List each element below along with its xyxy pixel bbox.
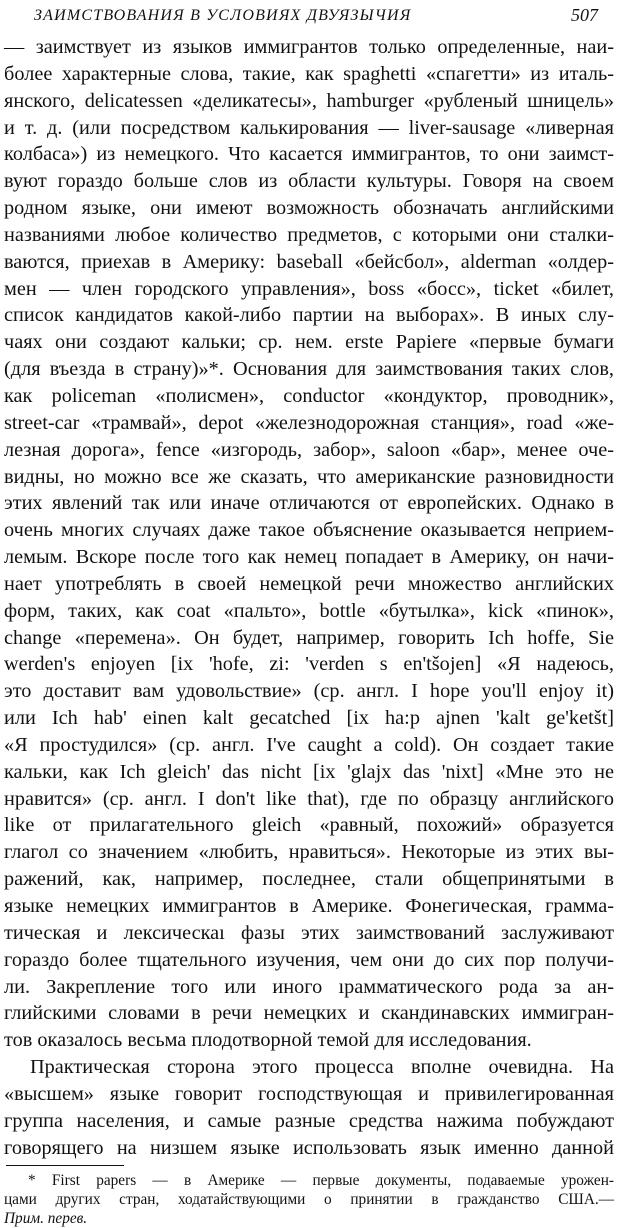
text-line: тическая и лексическаı фазы этих заимствований заслуживают (4, 921, 614, 944)
text-line: «Я простудился» (ср. англ. I've caught a cold). Он создает такие (4, 733, 614, 756)
text-line: или Ich hab' einen kalt gecatched [ix ha:p ajnen 'kalt ge'ketšt] (4, 707, 614, 730)
text-line: change «перемена». Он будет, например, говорить Ich hoffe, Sie (4, 626, 614, 649)
text-line: street-car «трамвай», depot «железнодорожная станция», road «же- (4, 411, 614, 434)
text-line: список кандидатов какой-либо партии на выборах». В иных слу- (4, 304, 614, 327)
text-line: werden's enjoyen [ix 'hofe, zi: 'verden s en'tšojen] «Я надеюсь, (4, 653, 614, 676)
text-line: очень многих случаях даже такое объяснение оказывается неприем- (4, 519, 614, 542)
text-line: лезная дорога», fence «изгородь, забор», saloon «бар», менее оче- (4, 438, 614, 461)
text-line: более характерные слова, такие, как spaghetti «спагетти» из италь- (4, 62, 614, 85)
text-line: вуют гораздо больше слов из области культуры. Говоря на своем (4, 170, 614, 193)
body-text (4, 34, 614, 1161)
text-line: кальки, как Ich gleich' das nicht [ix 'glajx das 'nixt] «Мне это не (4, 760, 614, 783)
text-line: тов оказалось весьма плодотворной темой для исследования. (4, 1029, 532, 1052)
text-line: мен — член городского управления», boss «босс», ticket «билет, (4, 277, 614, 300)
footnote-line: Прим. перев. (4, 1210, 88, 1228)
text-line: лемым. Вскоре после того как немец попадает в Америку, он начи- (4, 546, 614, 569)
running-head: ЗАИМСТВОВАНИЯ В УСЛОВИЯХ ДВУЯЗЫЧИЯ (34, 7, 412, 24)
footnote-separator (6, 1165, 124, 1166)
paragraph (4, 1054, 614, 1161)
text-line: ваются, приехав в Америку: baseball «бейсбол», alderman «олдер- (4, 250, 614, 273)
text-line: языке немецких иммигрантов в Америке. Фонегическая, граммa- (4, 895, 614, 917)
text-line: это доставит вам удовольствие» (ср. англ. I hope you'll enjoy it) (4, 680, 614, 703)
text-line: Практическая сторона этого процесса вполне очевидна. На (30, 1056, 614, 1079)
text-line: (для въезда в страну)»*. Основания для заимствования таких слов, (4, 358, 614, 381)
text-line: колбаса») из немецкого. Что касается иммигрантов, то они заимст- (4, 143, 614, 166)
text-line: глагол со значением «любить, нравиться». Некоторые из этих вы- (4, 841, 614, 864)
text-line: видны, но можно все же сказать, что американские разновидности (4, 465, 614, 488)
text-line: этих явлений так или иначе отличаются от европейских. Однако в (4, 492, 614, 515)
footnote (4, 1171, 614, 1228)
text-line: родном языке, они имеют возможность обозначать английскими (4, 197, 614, 220)
footnote-line: цами других стран, ходатайствующими о принятии в гражданство США.— (4, 1191, 614, 1209)
text-line: нает употреблять в своей немецкой речи множество английских (4, 572, 614, 595)
text-line: ражений, как, например, последнее, стали общепринятыми в (4, 868, 614, 891)
text-line: янского, delicatessen «деликатесы», hamburger «рубленый шницель» (4, 89, 614, 112)
text-line: говорящего на низшем языке использовать язык именно данной (4, 1136, 614, 1159)
text-line: like от прилагательного gleich «равный, похожий» образуется (4, 814, 614, 837)
text-line: чаях они создают кальки; ср. нем. erste Papiere «первые бумаги (4, 331, 614, 354)
text-line: названиями любое количество предметов, с которыми они сталки- (4, 223, 614, 246)
text-line: форм, таких, как coat «пальто», bottle «бутылка», kick «пинок», (4, 599, 614, 622)
text-line: нравится» (ср. англ. I don't like that), где по образцу английского (4, 787, 614, 810)
text-line: и т. д. (или посредством калькирования — liver-sausage «ливерная (4, 116, 614, 139)
text-line: глийскими словами в речи немецких и скандинавских иммигран- (4, 1002, 614, 1025)
text-line: гораздо более тщательного изучения, чем они до сих пор получи- (4, 948, 614, 971)
page-number: 507 (571, 5, 598, 25)
page-header (4, 4, 614, 34)
footnote-line: * First papers — в Америке — первые документы, подаваемые урожен- (28, 1172, 614, 1190)
text-line: «высшем» языке говорит господствующая и привилегированная (4, 1082, 614, 1105)
paragraph (4, 34, 614, 1054)
text-line: как policeman «полисмен», conductor «кондуктор, проводник», (4, 384, 614, 407)
text-line: — заимствует из языков иммигрантов только определенные, наи- (4, 36, 614, 58)
text-line: ли. Закрепление того или иного ıрамматического рода за ан- (4, 975, 614, 998)
text-line: группа населения, и самые разные средства нажима побуждают (4, 1109, 614, 1132)
